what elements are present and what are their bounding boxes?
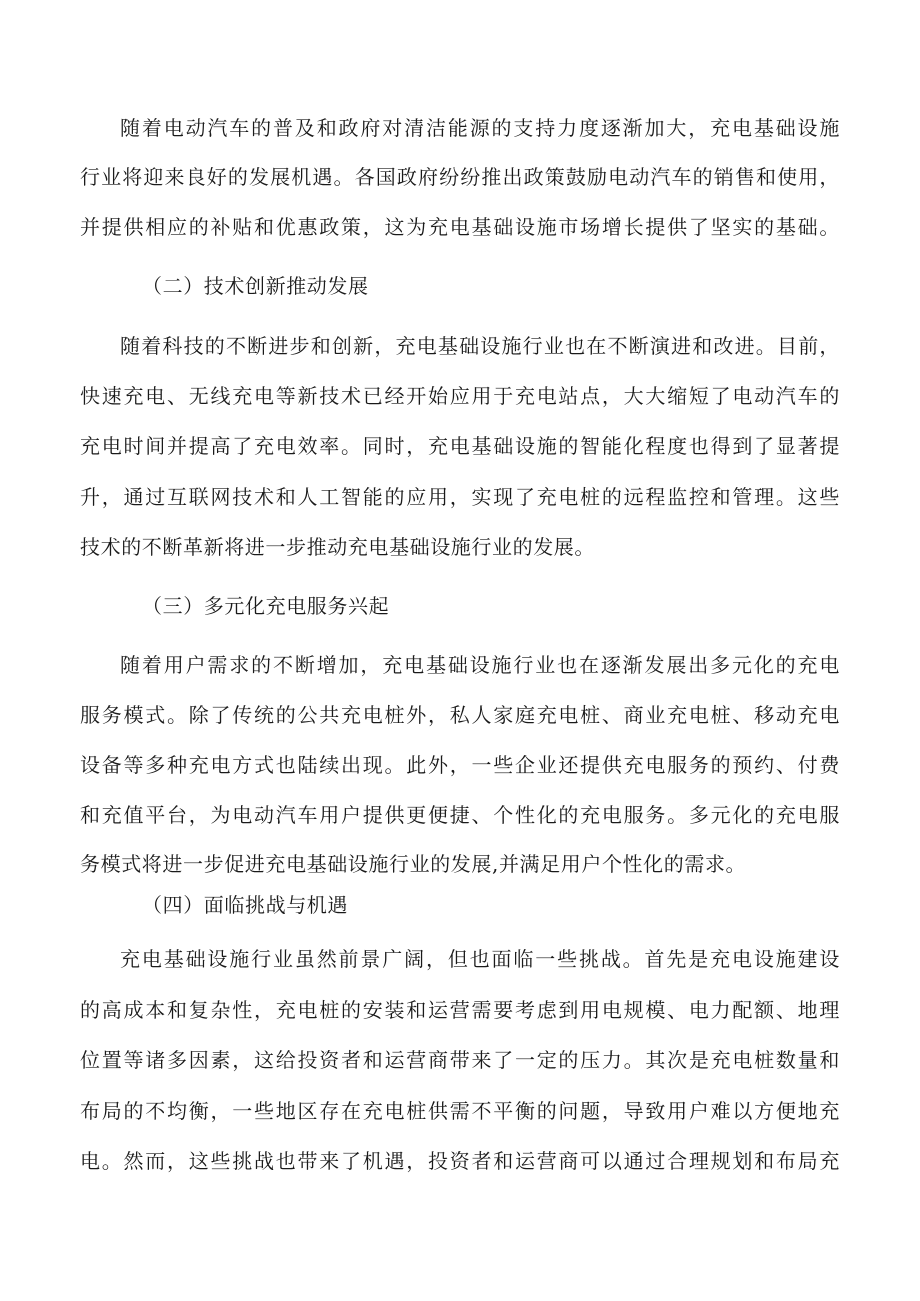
- paragraph-4-line-1: 充电基础设施行业虽然前景广阔，但也面临一些挑战。首先是充电设施建设: [120, 947, 840, 971]
- paragraph-3-line-2: 服务模式。除了传统的公共充电桩外，私人家庭充电桩、商业充电桩、移动充电: [80, 703, 840, 727]
- section-heading-4: （四）面临挑战与机遇: [142, 893, 348, 917]
- paragraph-2-line-3: 充电时间并提高了充电效率。同时，充电基础设施的智能化程度也得到了显著提: [80, 434, 840, 458]
- paragraph-1-line-2: 行业将迎来良好的发展机遇。各国政府纷纷推出政策鼓励电动汽车的销售和使用，: [80, 165, 840, 189]
- paragraph-2-line-5: 技术的不断革新将进一步推动充电基础设施行业的发展。: [80, 535, 595, 559]
- paragraph-1-line-1: 随着电动汽车的普及和政府对清洁能源的支持力度逐渐加大，充电基础设施: [120, 116, 840, 140]
- paragraph-3-line-5: 务模式将进一步促进充电基础设施行业的发展,并满足用户个性化的需求。: [80, 852, 747, 876]
- section-heading-3: （三）多元化充电服务兴起: [142, 594, 390, 618]
- paragraph-4-line-2: 的高成本和复杂性，充电桩的安装和运营需要考虑到用电规模、电力配额、地理: [80, 998, 840, 1022]
- paragraph-3-line-3: 设备等多种充电方式也陆续出现。此外，一些企业还提供充电服务的预约、付费: [80, 753, 840, 777]
- section-heading-2: （二）技术创新推动发展: [142, 274, 369, 298]
- paragraph-2-line-1: 随着科技的不断进步和创新，充电基础设施行业也在不断演进和改进。目前，: [120, 334, 840, 358]
- paragraph-4-line-3: 位置等诸多因素，这给投资者和运营商带来了一定的压力。其次是充电桩数量和: [80, 1048, 840, 1072]
- paragraph-2-line-2: 快速充电、无线充电等新技术已经开始应用于充电站点，大大缩短了电动汽车的: [80, 384, 840, 408]
- paragraph-4-line-4: 布局的不均衡，一些地区存在充电桩供需不平衡的问题，导致用户难以方便地充: [80, 1099, 840, 1123]
- paragraph-2-line-4: 升，通过互联网技术和人工智能的应用，实现了充电桩的远程监控和管理。这些: [80, 485, 840, 509]
- paragraph-1-line-3: 并提供相应的补贴和优惠政策，这为充电基础设施市场增长提供了坚实的基础。: [80, 215, 840, 239]
- paragraph-3-line-4: 和充值平台，为电动汽车用户提供更便捷、个性化的充电服务。多元化的充电服: [80, 803, 840, 827]
- paragraph-3-line-1: 随着用户需求的不断增加，充电基础设施行业也在逐渐发展出多元化的充电: [120, 653, 840, 677]
- paragraph-4-line-5: 电。然而，这些挑战也带来了机遇，投资者和运营商可以通过合理规划和布局充: [80, 1149, 840, 1173]
